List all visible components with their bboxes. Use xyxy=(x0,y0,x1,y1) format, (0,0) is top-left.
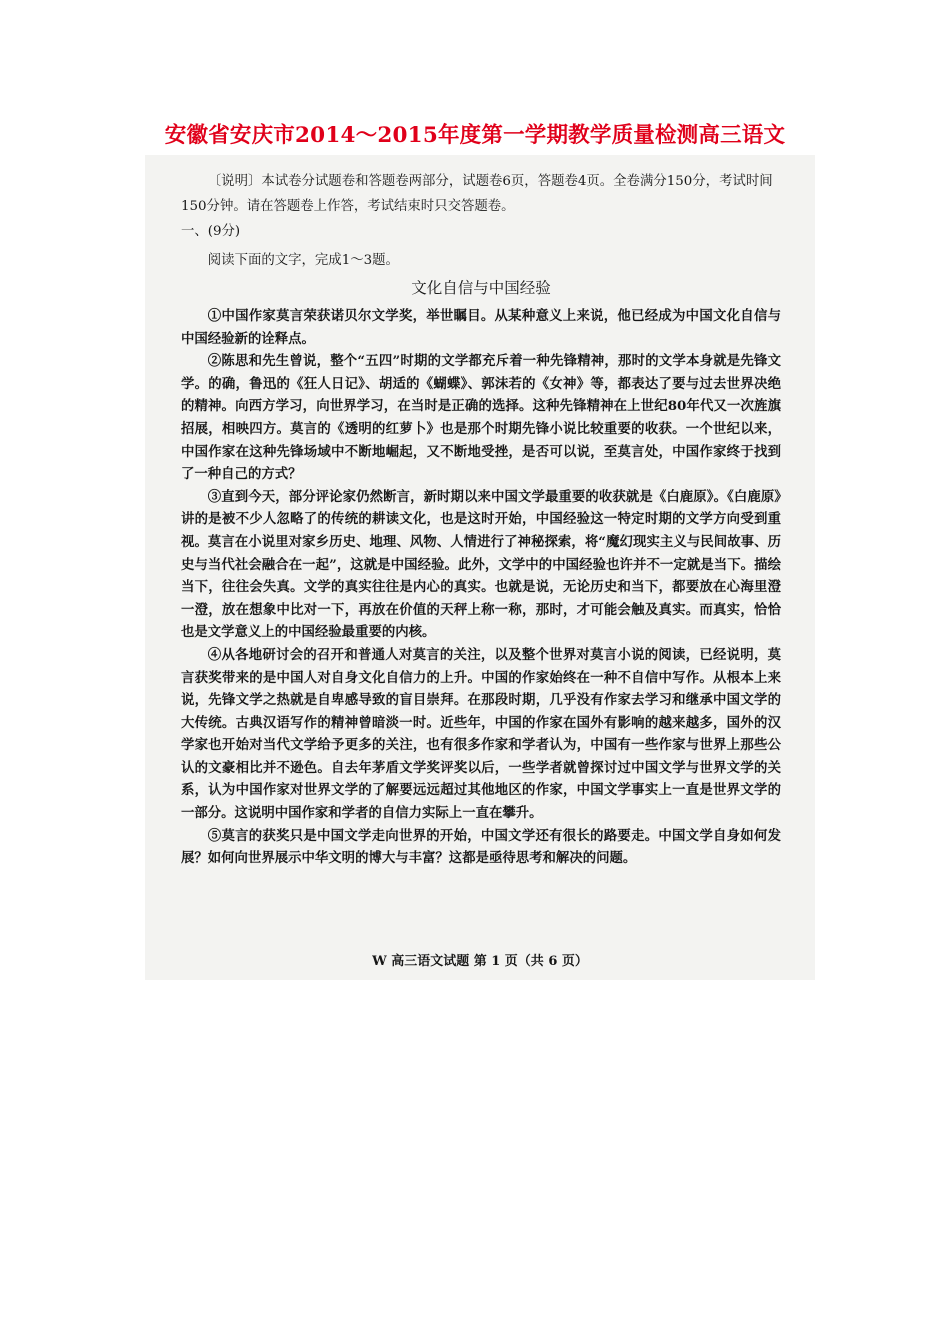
exam-instructions-note: 〔说明〕本试卷分试题卷和答题卷两部分，试题卷6页，答题卷4页。全卷满分150分，考试时间150分钟。请在答题卷上作答，考试结束时只交答题卷。 xyxy=(181,174,773,214)
page-title: 安徽省安庆市2014～2015年度第一学期教学质量检测高三语文 xyxy=(164,123,786,148)
article-paragraph-4: ④从各地研讨会的召开和普通人对莫言的关注，以及整个世界对莫言小说的阅读，已经说明，莫言获奖带来的是中国人对自身文化自信力的上升。中国的作家始终在一种不自信中写作。从根本上来说，先锋文学之热就是自卑感导致的盲目崇拜。在那段时期，几乎没有作家去学习和继承中国文学的大传统。古典汉语写作的精神曾暗淡一时。近些年，中国的作家在国外有影响的越来越多，国外的汉学家也开始对当代文学给予更多的关注，也有很多作家和学者认为，中国有一些作家与世界上那些公认的文豪相比并不逊色。自去年茅盾文学奖评奖以后，一些学者就曾探讨过中国文学与世界文学的关系，认为中国作家对世界文学的了解要远远超过其他地区的作家，中国文学事实上一直是世界文学的一部分。这说明中国作家和学者的自信力实际上一直在攀升。 xyxy=(181,646,781,822)
article-title: 文化自信与中国经验 xyxy=(411,279,551,297)
scanned-exam-page xyxy=(145,155,815,980)
page-footer: W 高三语文试题 第 1 页（共 6 页） xyxy=(372,954,588,969)
section-heading: 一、(9分) xyxy=(181,224,241,239)
article-paragraph-3: ③直到今天，部分评论家仍然断言，新时期以来中国文学最重要的收获就是《白鹿原》。《白鹿原》讲的是被不少人忽略了的传统的耕读文化，也是这时开始，中国经验这一特定时期的文学方向受到重视。莫言在小说里对家乡历史、地理、风物、人情进行了神秘探索，将“魔幻现实主义与民间故事、历史与当代社会融合在一起”，这就是中国经验。此外，文学中的中国经验也许并不一定就是当下。描绘当下，往往会失真。文学的真实往往是内心的真实。也就是说，无论历史和当下，都要放在心海里澄一澄，放在想象中比对一下，再放在价值的天秤上称一称，那时，才可能会触及真实。而真实，恰恰也是文学意义上的中国经验最重要的内核。 xyxy=(181,488,781,641)
article-paragraph-5: ⑤莫言的获奖只是中国文学走向世界的开始，中国文学还有很长的路要走。中国文学自身如何发展？如何向世界展示中华文明的博大与丰富？这都是亟待思考和解决的问题。 xyxy=(181,827,781,867)
reading-instruction: 阅读下面的文字，完成1～3题。 xyxy=(207,253,399,268)
article-paragraph-1: ①中国作家莫言荣获诺贝尔文学奖，举世瞩目。从某种意义上来说，他已经成为中国文化自信与中国经验新的诠释点。 xyxy=(181,308,781,347)
article-paragraph-2: ②陈思和先生曾说，整个“五四”时期的文学都充斥着一种先锋精神，那时的文学本身就是先锋文学。的确，鲁迅的《狂人日记》、胡适的《蝴蝶》、郭沫若的《女神》等，都表达了要与过去世界决绝的精神。向西方学习，向世界学习，在当时是正确的选择。这种先锋精神在上世纪80年代又一次旌旗招展，相映四方。莫言的《透明的红萝卜》也是那个时期先锋小说比较重要的收获。一个世纪以来，中国作家在这种先锋场域中不断地崛起，又不断地受挫，是否可以说，至莫言处，中国作家终于找到了一种自己的方式？ xyxy=(181,353,781,483)
exam-content xyxy=(181,169,781,870)
